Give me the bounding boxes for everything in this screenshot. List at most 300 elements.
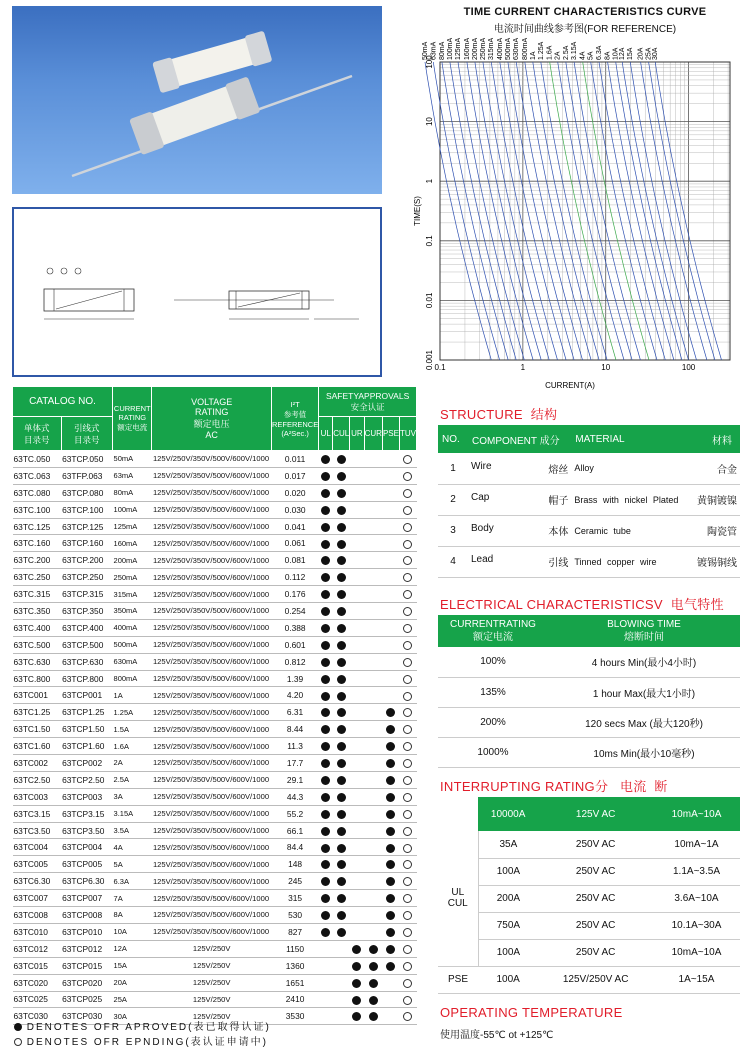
i2t-value: 0.176 bbox=[271, 586, 318, 603]
catalog-row bbox=[13, 603, 417, 620]
approved-dot-icon bbox=[386, 962, 395, 971]
voltage-rating: 125V/250V/350V/500V/600V/1000 bbox=[152, 569, 272, 586]
approved-dot-icon bbox=[369, 1012, 378, 1021]
approval-cell bbox=[399, 957, 416, 974]
single-catalog-no: 63TC010 bbox=[13, 923, 62, 940]
pending-dot-icon bbox=[403, 894, 412, 903]
approved-dot-icon bbox=[337, 506, 346, 515]
approved-dot-icon bbox=[337, 523, 346, 532]
current-rating: 5A bbox=[113, 856, 152, 873]
approved-dot-icon bbox=[321, 590, 330, 599]
component-no: 4 bbox=[438, 546, 468, 577]
component: Wire 熔丝 bbox=[468, 453, 571, 484]
approval-cell bbox=[364, 940, 382, 957]
voltage-rating: 125V/250V/350V/500V/600V/1000 bbox=[152, 552, 272, 569]
electrical-heading: ELECTRICAL CHARACTERISTICSV 电气特性 bbox=[440, 597, 724, 612]
curve-line bbox=[566, 62, 632, 360]
i2t-value: 4.20 bbox=[271, 687, 318, 704]
approval-cell bbox=[399, 619, 416, 636]
i2t-value: 0.017 bbox=[271, 467, 318, 484]
voltage-rating: 125V/250V/350V/500V/600V/1000 bbox=[152, 670, 272, 687]
lead-catalog-no: 63TCP2.50 bbox=[61, 771, 112, 788]
single-catalog-no: 63TC1.25 bbox=[13, 704, 62, 721]
approved-dot-icon bbox=[386, 725, 395, 734]
approved-dot-icon bbox=[337, 877, 346, 886]
lead-catalog-no: 63TCP007 bbox=[61, 890, 112, 907]
rating-label: 5A bbox=[587, 51, 595, 60]
approval-cell bbox=[333, 670, 350, 687]
approval-cell bbox=[399, 687, 416, 704]
approval-cell bbox=[399, 974, 416, 991]
rating-label: 2A bbox=[554, 51, 562, 60]
i2t-value: 1360 bbox=[271, 957, 318, 974]
curve-line bbox=[574, 62, 640, 360]
rating-label: 250mA bbox=[479, 37, 487, 60]
approval-cell bbox=[350, 738, 364, 755]
single-catalog-no: 63TC.200 bbox=[13, 552, 62, 569]
pending-dot-icon bbox=[403, 979, 412, 988]
approved-dot-icon bbox=[321, 894, 330, 903]
voltage-rating: 125V/250V bbox=[152, 940, 272, 957]
pending-dot-icon bbox=[403, 844, 412, 853]
pending-dot-icon bbox=[403, 742, 412, 751]
approval-cell bbox=[382, 822, 399, 839]
approval-cell bbox=[350, 451, 364, 468]
current-rating: 400mA bbox=[113, 619, 152, 636]
approval-cell bbox=[382, 957, 399, 974]
voltage-rating: 125V/250V/350V/500V/600V/1000 bbox=[152, 586, 272, 603]
rating-label: 15A bbox=[627, 47, 635, 60]
pending-dot-icon bbox=[403, 455, 412, 464]
i2t-value: 0.061 bbox=[271, 535, 318, 552]
current-rating: 800mA bbox=[113, 670, 152, 687]
lead-catalog-no: 63TCP6.30 bbox=[61, 873, 112, 890]
catalog-row bbox=[13, 569, 417, 586]
current-rating: 350mA bbox=[113, 603, 152, 620]
approval-cell bbox=[399, 839, 416, 856]
approved-dot-icon bbox=[337, 675, 346, 684]
approval-cell bbox=[399, 940, 416, 957]
approval-cell bbox=[399, 771, 416, 788]
approval-cell bbox=[319, 619, 333, 636]
lead-catalog-no: 63TCP004 bbox=[61, 839, 112, 856]
approval-cell bbox=[350, 755, 364, 772]
blowing-time: 10ms Min(最小10毫秒) bbox=[548, 737, 740, 767]
approval-cell bbox=[382, 974, 399, 991]
rating-label: 200mA bbox=[471, 37, 479, 60]
i2t-value: 84.4 bbox=[271, 839, 318, 856]
approval-cell bbox=[399, 755, 416, 772]
approval-header: CUL bbox=[333, 417, 350, 451]
voltage-rating: 125V/250V bbox=[152, 991, 272, 1008]
approval-cell bbox=[350, 771, 364, 788]
approval-cell bbox=[333, 788, 350, 805]
approval-cell bbox=[319, 603, 333, 620]
pse-row bbox=[438, 966, 740, 993]
single-catalog-no: 63TC2.50 bbox=[13, 771, 62, 788]
i2t-value: 827 bbox=[271, 923, 318, 940]
catalog-row bbox=[13, 518, 417, 535]
single-catalog-no: 63TC008 bbox=[13, 907, 62, 924]
approved-dot-icon bbox=[337, 641, 346, 650]
approved-dot-icon bbox=[352, 979, 361, 988]
approval-cell bbox=[350, 569, 364, 586]
lead-catalog-no: 63TCP.315 bbox=[61, 586, 112, 603]
single-catalog-no: 63TC3.15 bbox=[13, 805, 62, 822]
approval-cell bbox=[364, 619, 382, 636]
lead-catalog-no: 63TCP.080 bbox=[61, 484, 112, 501]
voltage-rating: 125V/250V/350V/500V/600V/1000 bbox=[152, 653, 272, 670]
pending-dot-icon bbox=[403, 641, 412, 650]
rating-label: 2.5A bbox=[562, 45, 570, 60]
current-range: 10mA~10A bbox=[653, 939, 740, 966]
i2t-value: 66.1 bbox=[271, 822, 318, 839]
rating-label: 1A bbox=[529, 51, 537, 60]
voltage-rating: 125V/250V/350V/500V/600V/1000 bbox=[152, 923, 272, 940]
approval-cell bbox=[319, 1008, 333, 1025]
approval-cell bbox=[319, 957, 333, 974]
approval-cell bbox=[333, 856, 350, 873]
lead-catalog-no: 63TCP.160 bbox=[61, 535, 112, 552]
rating-label: 500mA bbox=[504, 37, 512, 60]
rating-label: 160mA bbox=[463, 37, 471, 60]
approval-cell bbox=[319, 721, 333, 738]
pending-dot-icon bbox=[403, 793, 412, 802]
curve-line bbox=[599, 62, 665, 360]
legend-approved: DENOTES OFR APROVED(表已取得认证) bbox=[14, 1020, 271, 1035]
approval-cell bbox=[399, 552, 416, 569]
catalog-row bbox=[13, 484, 417, 501]
catalog-table bbox=[12, 386, 417, 1025]
approval-cell bbox=[382, 788, 399, 805]
electrical-table bbox=[438, 615, 740, 768]
approval-cell bbox=[319, 738, 333, 755]
pse-cell: 125V/250V AC bbox=[538, 966, 653, 993]
approved-dot-icon bbox=[386, 742, 395, 751]
catalog-row bbox=[13, 619, 417, 636]
approval-cell bbox=[319, 451, 333, 468]
i2t-value: 0.812 bbox=[271, 653, 318, 670]
approval-cell bbox=[319, 670, 333, 687]
approval-cell bbox=[364, 822, 382, 839]
material-cn: 陶瓷管 bbox=[690, 515, 740, 546]
approved-dot-icon bbox=[337, 928, 346, 937]
approved-dot-icon bbox=[386, 759, 395, 768]
voltage-rating: 125V/250V/350V/500V/600V/1000 bbox=[152, 771, 272, 788]
lead-catalog-no: 63TCP3.15 bbox=[61, 805, 112, 822]
approved-dot-icon bbox=[386, 860, 395, 869]
catalog-row bbox=[13, 535, 417, 552]
approved-dot-icon bbox=[386, 708, 395, 717]
approved-dot-icon bbox=[337, 556, 346, 565]
curve-line bbox=[425, 62, 491, 360]
approval-cell bbox=[399, 1008, 416, 1025]
approval-cell bbox=[399, 738, 416, 755]
approval-cell bbox=[364, 687, 382, 704]
interrupting-header-cell: 125V AC bbox=[538, 797, 653, 831]
single-catalog-no: 63TC6.30 bbox=[13, 873, 62, 890]
catalog-row bbox=[13, 755, 417, 772]
voltage-rating: 125V/250V/350V/500V/600V/1000 bbox=[152, 603, 272, 620]
approval-cell bbox=[319, 755, 333, 772]
current-header: CURRENT RATING 额定电流 bbox=[113, 387, 152, 451]
approval-cell bbox=[350, 653, 364, 670]
approved-dot-icon bbox=[321, 692, 330, 701]
curve-line bbox=[616, 62, 682, 360]
voltage-rating: 125V/250V/350V/500V/600V/1000 bbox=[152, 907, 272, 924]
current-rating: 3A bbox=[113, 788, 152, 805]
rating-label: 400mA bbox=[496, 37, 504, 60]
i2t-value: 1.39 bbox=[271, 670, 318, 687]
approval-cell bbox=[333, 940, 350, 957]
current-rating: 2.5A bbox=[113, 771, 152, 788]
lead-catalog-no: 63TCP003 bbox=[61, 788, 112, 805]
lead-catalog-no: 63TCP.200 bbox=[61, 552, 112, 569]
interrupting-row bbox=[438, 858, 740, 885]
approval-cell bbox=[399, 856, 416, 873]
catalog-row bbox=[13, 974, 417, 991]
approval-cell bbox=[382, 535, 399, 552]
rating-label: 800mA bbox=[521, 37, 529, 60]
breaking-current: 100A bbox=[478, 939, 538, 966]
pending-dot-icon bbox=[403, 624, 412, 633]
single-catalog-no: 63TC025 bbox=[13, 991, 62, 1008]
approved-dot-icon bbox=[386, 776, 395, 785]
approval-cell bbox=[399, 991, 416, 1008]
breaking-current: 100A bbox=[478, 858, 538, 885]
approval-cell bbox=[364, 586, 382, 603]
approval-cell bbox=[364, 569, 382, 586]
approval-cell bbox=[382, 923, 399, 940]
approved-dot-icon bbox=[369, 996, 378, 1005]
approved-dot-icon bbox=[337, 759, 346, 768]
curve-subtitle: 电流时间曲线参考图(FOR REFERENCE) bbox=[493, 24, 677, 35]
approval-cell bbox=[333, 535, 350, 552]
pending-dot-icon bbox=[403, 556, 412, 565]
catalog-no-header: CATALOG NO. bbox=[13, 387, 113, 417]
approval-cell bbox=[350, 923, 364, 940]
approved-dot-icon bbox=[321, 472, 330, 481]
lead-catalog-no: 63TCP.100 bbox=[61, 501, 112, 518]
catalog-row bbox=[13, 907, 417, 924]
i2t-value: 8.44 bbox=[271, 721, 318, 738]
approval-cell bbox=[333, 957, 350, 974]
current-rating: 20A bbox=[113, 974, 152, 991]
pending-dot-icon bbox=[403, 658, 412, 667]
single-catalog-no: 63TC.500 bbox=[13, 636, 62, 653]
current-rating: 12A bbox=[113, 940, 152, 957]
approval-cell bbox=[319, 940, 333, 957]
approval-cell bbox=[319, 923, 333, 940]
approval-cell bbox=[350, 822, 364, 839]
rating-label: 20A bbox=[637, 47, 645, 60]
material-cn: 黄铜镀镍 bbox=[690, 484, 740, 515]
material-cn: 合金 bbox=[690, 453, 740, 484]
approved-dot-icon bbox=[337, 624, 346, 633]
pending-dot-icon bbox=[403, 810, 412, 819]
voltage-rating: 125V/250V bbox=[152, 1008, 272, 1025]
approval-cell bbox=[364, 467, 382, 484]
pending-dot-icon bbox=[403, 472, 412, 481]
voltage-header: VOLTAGE RATING 额定电压 AC bbox=[152, 387, 272, 451]
approval-cell bbox=[350, 704, 364, 721]
approval-cell bbox=[350, 467, 364, 484]
blowing-time: 4 hours Min(最小4小时) bbox=[548, 647, 740, 677]
approved-dot-icon bbox=[337, 844, 346, 853]
electrical-header-cell: CURRENTRATING 额定电流 bbox=[438, 615, 548, 647]
approval-cell bbox=[382, 552, 399, 569]
catalog-row bbox=[13, 873, 417, 890]
y-tick-label: 0.01 bbox=[425, 292, 434, 309]
approval-cell bbox=[350, 603, 364, 620]
interrupting-row bbox=[438, 831, 740, 858]
current-rating: 1.25A bbox=[113, 704, 152, 721]
approval-header: PSE bbox=[382, 417, 399, 451]
current-range: 10mA~1A bbox=[653, 831, 740, 858]
single-catalog-no: 63TC.315 bbox=[13, 586, 62, 603]
current-range: 1.1A~3.5A bbox=[653, 858, 740, 885]
rating-label: 30A bbox=[652, 47, 660, 60]
pending-dot-icon bbox=[403, 607, 412, 616]
interrupting-header-cell: 10mA~10A bbox=[653, 797, 740, 831]
current-rating: 7A bbox=[113, 890, 152, 907]
current-rating: 500mA bbox=[113, 636, 152, 653]
catalog-row bbox=[13, 940, 417, 957]
structure-header-cell: 材料 bbox=[690, 425, 740, 453]
single-catalog-no: 63TC015 bbox=[13, 957, 62, 974]
single-catalog-no: 63TC004 bbox=[13, 839, 62, 856]
approval-cell bbox=[382, 704, 399, 721]
single-catalog-no: 63TC.160 bbox=[13, 535, 62, 552]
approval-cell bbox=[319, 839, 333, 856]
approval-cell bbox=[364, 1008, 382, 1025]
pending-dot-icon bbox=[403, 827, 412, 836]
approved-dot-icon bbox=[321, 708, 330, 717]
approval-cell bbox=[319, 771, 333, 788]
i2t-value: 0.601 bbox=[271, 636, 318, 653]
i2t-value: 1150 bbox=[271, 940, 318, 957]
approved-dot-icon bbox=[337, 793, 346, 802]
rating-label: 4A bbox=[579, 51, 587, 60]
approval-cell bbox=[399, 467, 416, 484]
pending-dot-icon bbox=[403, 725, 412, 734]
approval-cell bbox=[319, 636, 333, 653]
current-percent: 1000% bbox=[438, 737, 548, 767]
approved-dot-icon bbox=[352, 962, 361, 971]
rating-label: 8A bbox=[604, 51, 612, 60]
catalog-row bbox=[13, 721, 417, 738]
approval-cell bbox=[382, 940, 399, 957]
approval-cell bbox=[333, 771, 350, 788]
approval-cell bbox=[319, 518, 333, 535]
pse-cell: PSE bbox=[438, 966, 478, 993]
lead-catalog-no: 63TCP.350 bbox=[61, 603, 112, 620]
structure-header-cell: NO. bbox=[438, 425, 468, 453]
approved-dot-icon bbox=[337, 776, 346, 785]
approval-header: UL bbox=[319, 417, 333, 451]
pending-dot-icon bbox=[403, 911, 412, 920]
component: Body 本体 bbox=[468, 515, 571, 546]
approval-cell bbox=[364, 721, 382, 738]
approved-dot-icon bbox=[321, 725, 330, 734]
component-no: 2 bbox=[438, 484, 468, 515]
filled-dot-icon bbox=[14, 1023, 22, 1031]
interrupting-header-cell: 10000A bbox=[478, 797, 538, 831]
voltage-rating: 125V/250V/350V/500V/600V/1000 bbox=[152, 467, 272, 484]
curve-line bbox=[583, 62, 649, 360]
single-catalog-no: 63TC030 bbox=[13, 1008, 62, 1025]
approval-cell bbox=[382, 636, 399, 653]
approved-dot-icon bbox=[386, 894, 395, 903]
structure-header-cell: COMPONENT 成分 bbox=[468, 425, 571, 453]
rating-label: 12A bbox=[619, 47, 627, 60]
pending-dot-icon bbox=[403, 540, 412, 549]
approved-dot-icon bbox=[352, 945, 361, 954]
approved-dot-icon bbox=[321, 624, 330, 633]
pending-dot-icon bbox=[403, 877, 412, 886]
single-catalog-no: 63TC.800 bbox=[13, 670, 62, 687]
voltage-rating: 125V/250V/350V/500V/600V/1000 bbox=[152, 636, 272, 653]
approval-cell bbox=[382, 670, 399, 687]
curve-line bbox=[475, 62, 541, 360]
safety-header: SAFETYAPPROVALS 安全认证 bbox=[319, 387, 417, 417]
approval-cell bbox=[319, 907, 333, 924]
rating-label: 100mA bbox=[446, 37, 454, 60]
catalog-row bbox=[13, 653, 417, 670]
voltage: 250V AC bbox=[538, 885, 653, 912]
pending-dot-icon bbox=[403, 692, 412, 701]
catalog-row bbox=[13, 991, 417, 1008]
y-tick-label: 0.1 bbox=[425, 235, 434, 247]
approval-cell bbox=[319, 704, 333, 721]
voltage-rating: 125V/250V bbox=[152, 957, 272, 974]
catalog-row bbox=[13, 704, 417, 721]
current-rating: 3.5A bbox=[113, 822, 152, 839]
approval-cell bbox=[319, 873, 333, 890]
approval-cell bbox=[382, 467, 399, 484]
approved-dot-icon bbox=[321, 860, 330, 869]
curve-line bbox=[433, 62, 499, 360]
voltage: 250V AC bbox=[538, 858, 653, 885]
single-catalog-no: 63TC.080 bbox=[13, 484, 62, 501]
voltage-rating: 125V/250V bbox=[152, 974, 272, 991]
single-catalog-no: 63TC1.60 bbox=[13, 738, 62, 755]
i2t-value: 11.3 bbox=[271, 738, 318, 755]
x-axis-label: CURRENT(A) bbox=[545, 381, 595, 390]
approved-dot-icon bbox=[386, 844, 395, 853]
catalog-row bbox=[13, 636, 417, 653]
approval-header: UR bbox=[350, 417, 364, 451]
approval-cell bbox=[333, 991, 350, 1008]
structure-row bbox=[438, 453, 740, 484]
i2t-value: 3530 bbox=[271, 1008, 318, 1025]
i2t-value: 530 bbox=[271, 907, 318, 924]
approval-cell bbox=[364, 771, 382, 788]
current-rating: 4A bbox=[113, 839, 152, 856]
approval-cell bbox=[333, 687, 350, 704]
voltage-rating: 125V/250V/350V/500V/600V/1000 bbox=[152, 518, 272, 535]
lead-catalog-no: 63TCP002 bbox=[61, 755, 112, 772]
rating-label: 1.6A bbox=[546, 45, 554, 60]
approval-cell bbox=[364, 923, 382, 940]
approval-cell bbox=[350, 873, 364, 890]
lead-catalog-no: 63TCP001 bbox=[61, 687, 112, 704]
current-rating: 10A bbox=[113, 923, 152, 940]
approval-cell bbox=[399, 653, 416, 670]
approved-dot-icon bbox=[386, 793, 395, 802]
single-catalog-no: 63TC002 bbox=[13, 755, 62, 772]
i2t-value: 29.1 bbox=[271, 771, 318, 788]
